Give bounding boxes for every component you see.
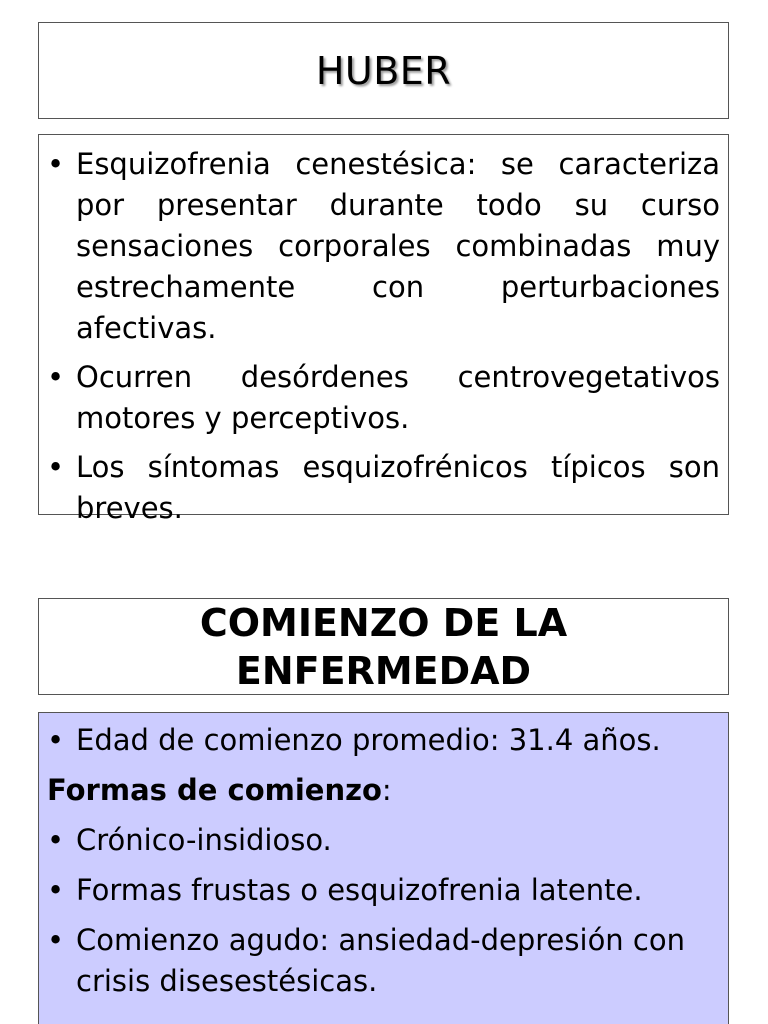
bullet-icon: •: [47, 923, 65, 957]
list-item: [47, 357, 720, 439]
huber-bullet-list: [39, 135, 728, 529]
bullet-text: Los síntomas esquizofrénicos típicos son breves.: [76, 450, 720, 525]
comienzo-title-line2: ENFERMEDAD: [235, 648, 532, 693]
comienzo-title-box: [38, 598, 729, 695]
bullet-icon: •: [47, 450, 65, 484]
formas-subheading-bold: Formas de comienzo: [47, 773, 382, 807]
formas-subheading-colon: :: [381, 773, 392, 807]
bullet-icon: •: [47, 723, 65, 757]
bullet-text: Crónico-insidioso.: [76, 823, 332, 857]
huber-title-box: [38, 22, 729, 119]
list-item: [47, 144, 720, 349]
huber-content-box: [38, 134, 729, 525]
bullet-text: Ocurren desórdenes centrovegetativos motores y perceptivos.: [76, 360, 720, 435]
bullet-text: Edad de comienzo promedio: 31.4 años.: [76, 723, 661, 757]
list-item: [47, 720, 720, 761]
list-item: [47, 920, 720, 1002]
huber-title: HUBER: [315, 48, 452, 93]
comienzo-title: [200, 599, 567, 695]
formas-bullet-list: [47, 820, 720, 1002]
bullet-icon: •: [47, 873, 65, 907]
bullet-icon: •: [47, 823, 65, 857]
bullet-text: Esquizofrenia cenestésica: se caracteriza por presentar durante todo su curso sensaciones corporales combinadas muy estrechamente con perturbaciones afectivas.: [76, 147, 720, 345]
bullet-icon: •: [47, 360, 65, 394]
bullet-text: Comienzo agudo: ansiedad-depresión con crisis disesestésicas.: [76, 923, 685, 998]
bullet-text: Formas frustas o esquizofrenia latente.: [76, 873, 643, 907]
list-item: [47, 820, 720, 861]
formas-subheading: [47, 770, 720, 811]
bullet-icon: •: [47, 147, 65, 181]
comienzo-content-box: [38, 712, 729, 1024]
comienzo-title-line1: COMIENZO DE LA: [199, 600, 568, 645]
list-item: [47, 870, 720, 911]
list-item: [47, 447, 720, 529]
